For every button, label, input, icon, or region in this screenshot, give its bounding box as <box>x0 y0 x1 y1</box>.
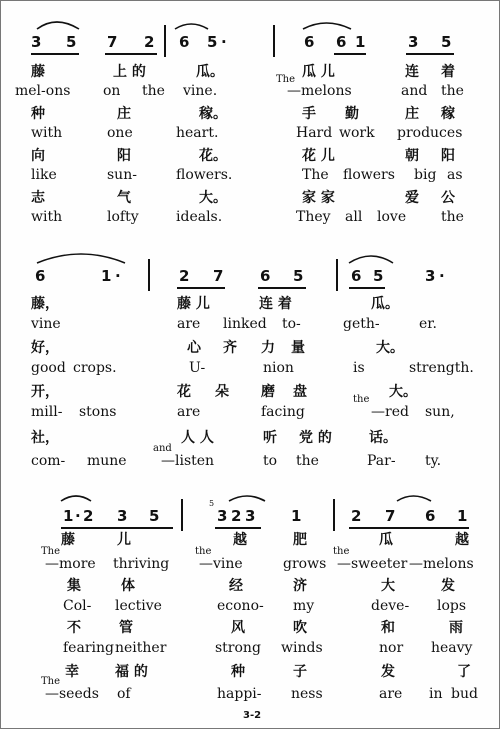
chinese-lyric: 发 <box>441 578 455 594</box>
chinese-lyric: 稼 <box>441 106 455 122</box>
english-lyric: Hard <box>296 125 333 141</box>
chinese-lyric: 力 <box>261 340 275 356</box>
note-dot: · <box>75 507 81 525</box>
english-lyric: lective <box>115 598 162 614</box>
note: 5 <box>207 33 218 51</box>
note: 1 <box>291 507 302 525</box>
english-lyric: mel-ons <box>15 83 71 99</box>
page-number: 3-2 <box>243 710 262 721</box>
beam <box>258 287 306 289</box>
chinese-lyric: 吹 <box>293 620 307 636</box>
english-lyric: —red <box>371 404 409 420</box>
english-lyric: on <box>103 83 121 99</box>
chinese-lyric: 开， <box>31 384 59 400</box>
english-lyric: flowers <box>343 167 395 183</box>
chinese-lyric: 集 <box>67 578 81 594</box>
english-lyric: stons <box>79 404 117 420</box>
chinese-lyric: 稼。 <box>199 106 227 122</box>
chinese-lyric: 爱 <box>405 190 419 206</box>
note: 2 <box>144 33 155 51</box>
chinese-lyric: 种 <box>231 664 245 680</box>
english-lyric: love <box>377 209 407 225</box>
note: 3 <box>408 33 419 51</box>
english-lyric: mill- <box>31 404 63 420</box>
chinese-lyric: 大。 <box>199 190 227 206</box>
beam <box>406 53 454 55</box>
chinese-lyric: 藤 <box>31 64 45 80</box>
english-lyric: econo- <box>217 598 264 614</box>
english-lyric: work <box>339 125 375 141</box>
beam <box>61 527 173 529</box>
grace-note: 5 <box>209 499 215 508</box>
chinese-lyric: 手 <box>302 106 316 122</box>
english-lyric: U- <box>189 360 206 376</box>
chinese-lyric: 幸 <box>65 664 79 680</box>
note: 6 <box>425 507 436 525</box>
english-lyric: to <box>263 453 278 469</box>
chinese-lyric: 磨 <box>261 384 275 400</box>
chinese-lyric: 花。 <box>199 148 227 164</box>
english-lyric: The <box>41 546 61 557</box>
english-lyric: heart. <box>176 125 219 141</box>
english-lyric: sun, <box>425 404 455 420</box>
note: 2 <box>179 267 190 285</box>
english-lyric: The <box>276 74 296 85</box>
chinese-lyric: 着 <box>441 64 455 80</box>
chinese-lyric: 齐 <box>223 340 237 356</box>
note: 2 <box>351 507 362 525</box>
chinese-lyric: 了 <box>457 664 471 680</box>
beam <box>215 527 261 529</box>
note: 1 <box>101 267 112 285</box>
english-lyric: winds <box>281 640 323 656</box>
chinese-lyric: 花 儿 <box>302 148 335 164</box>
english-lyric: —sweeter <box>337 556 408 572</box>
english-lyric: the <box>441 83 464 99</box>
note: 3 <box>217 507 228 525</box>
chinese-lyric: 经 <box>229 578 243 594</box>
chinese-lyric: 越 <box>233 532 247 548</box>
chinese-lyric: 雨 <box>449 620 463 636</box>
note: 3 <box>245 507 256 525</box>
english-lyric: facing <box>261 404 305 420</box>
note: 1 <box>63 507 74 525</box>
note: 2 <box>83 507 94 525</box>
chinese-lyric: 志 <box>31 190 45 206</box>
chinese-lyric: 庄 <box>117 106 131 122</box>
note: 6 <box>260 267 271 285</box>
english-lyric: as <box>447 167 463 183</box>
english-lyric: —melons <box>409 556 474 572</box>
beam <box>334 53 366 55</box>
chinese-lyric: 藤， <box>31 296 59 312</box>
english-lyric: the <box>353 394 370 405</box>
english-lyric: mune <box>87 453 127 469</box>
note: 5 <box>293 267 304 285</box>
note: 7 <box>213 267 224 285</box>
english-lyric: one <box>107 125 133 141</box>
bar-line <box>164 25 166 57</box>
chinese-lyric: 听 <box>263 430 277 446</box>
bar-line <box>336 259 338 291</box>
english-lyric: —melons <box>287 83 352 99</box>
english-lyric: linked <box>223 316 267 332</box>
english-lyric: strength. <box>409 360 474 376</box>
english-lyric: bud <box>451 686 478 702</box>
chinese-lyric: 大。 <box>389 384 417 400</box>
chinese-lyric: 庄 <box>405 106 419 122</box>
english-lyric: strong <box>215 640 261 656</box>
note: 3 <box>117 507 128 525</box>
note-dot: · <box>221 33 227 51</box>
chinese-lyric: 大 <box>381 578 395 594</box>
beam <box>177 287 225 289</box>
chinese-lyric: 社， <box>31 430 59 446</box>
english-lyric: good <box>31 360 66 376</box>
chinese-lyric: 儿 <box>117 532 131 548</box>
chinese-lyric: 连 <box>405 64 419 80</box>
note: 3 <box>31 33 42 51</box>
note: 6 <box>351 267 362 285</box>
english-lyric: in <box>429 686 443 702</box>
english-lyric: vine <box>31 316 61 332</box>
english-lyric: the <box>333 546 350 557</box>
chinese-lyric: 勤 <box>345 106 359 122</box>
chinese-lyric: 量 <box>291 340 305 356</box>
note: 7 <box>107 33 118 51</box>
english-lyric: with <box>31 125 63 141</box>
chinese-lyric: 朵 <box>215 384 229 400</box>
chinese-lyric: 体 <box>121 578 135 594</box>
english-lyric: with <box>31 209 63 225</box>
english-lyric: flowers. <box>176 167 233 183</box>
english-lyric: geth- <box>343 316 380 332</box>
english-lyric: lops <box>437 598 467 614</box>
english-lyric: ty. <box>425 453 442 469</box>
chinese-lyric: 上 的 <box>113 64 146 80</box>
english-lyric: big <box>414 167 437 183</box>
chinese-lyric: 朝 <box>405 148 419 164</box>
note: 1 <box>355 33 366 51</box>
english-lyric: heavy <box>431 640 473 656</box>
chinese-lyric: 盘 <box>293 384 307 400</box>
beam <box>349 287 385 289</box>
bar-line <box>273 25 275 57</box>
note: 5 <box>373 267 384 285</box>
english-lyric: vine. <box>183 83 218 99</box>
chinese-lyric: 种 <box>31 106 45 122</box>
chinese-lyric: 花 <box>177 384 191 400</box>
english-lyric: is <box>353 360 365 376</box>
note-dot: · <box>439 267 445 285</box>
english-lyric: grows <box>283 556 327 572</box>
chinese-lyric: 大。 <box>376 340 404 356</box>
english-lyric: the <box>195 546 212 557</box>
chinese-lyric: 阳 <box>117 148 131 164</box>
beam <box>349 527 469 529</box>
note: 3 <box>425 267 436 285</box>
english-lyric: sun- <box>107 167 137 183</box>
bar-line <box>181 499 183 531</box>
english-lyric: —vine <box>199 556 243 572</box>
english-lyric: to- <box>282 316 301 332</box>
english-lyric: Col- <box>63 598 92 614</box>
english-lyric: ideals. <box>176 209 223 225</box>
english-lyric: the <box>441 209 464 225</box>
english-lyric: com- <box>31 453 66 469</box>
bar-line <box>148 259 150 291</box>
english-lyric: —more <box>45 556 96 572</box>
english-lyric: nion <box>263 360 294 376</box>
english-lyric: all <box>345 209 363 225</box>
english-lyric: like <box>31 167 57 183</box>
english-lyric: crops. <box>73 360 117 376</box>
chinese-lyric: 向 <box>31 148 45 164</box>
chinese-lyric: 好， <box>31 340 59 356</box>
english-lyric: the <box>142 83 165 99</box>
chinese-lyric: 福 的 <box>115 664 148 680</box>
english-lyric: ness <box>291 686 323 702</box>
beam <box>31 53 79 55</box>
english-lyric: Par- <box>367 453 396 469</box>
chinese-lyric: 话。 <box>369 430 397 446</box>
english-lyric: produces <box>397 125 463 141</box>
english-lyric: thriving <box>113 556 170 572</box>
chinese-lyric: 和 <box>381 620 395 636</box>
english-lyric: er. <box>419 316 437 332</box>
note: 2 <box>231 507 242 525</box>
chinese-lyric: 风 <box>231 620 245 636</box>
chinese-lyric: 党 的 <box>299 430 332 446</box>
english-lyric: —seeds <box>45 686 99 702</box>
english-lyric: They <box>296 209 331 225</box>
chinese-lyric: 人 人 <box>181 430 214 446</box>
chinese-lyric: 藤 儿 <box>177 296 210 312</box>
bar-line <box>333 499 335 531</box>
chinese-lyric: 子 <box>293 664 307 680</box>
note: 5 <box>441 33 452 51</box>
chinese-lyric: 公 <box>441 190 455 206</box>
note: 6 <box>179 33 190 51</box>
chinese-lyric: 越 <box>455 532 469 548</box>
english-lyric: are <box>379 686 403 702</box>
chinese-lyric: 家 家 <box>302 190 335 206</box>
english-lyric: of <box>117 686 131 702</box>
beam <box>105 53 157 55</box>
chinese-lyric: 不 <box>67 620 81 636</box>
chinese-lyric: 管 <box>119 620 133 636</box>
chinese-lyric: 心 <box>187 340 201 356</box>
english-lyric: are <box>177 404 201 420</box>
english-lyric: the <box>296 453 319 469</box>
english-lyric: are <box>177 316 201 332</box>
note: 1 <box>457 507 468 525</box>
english-lyric: The <box>302 167 329 183</box>
english-lyric: lofty <box>107 209 139 225</box>
note: 6 <box>336 33 347 51</box>
chinese-lyric: 瓜。 <box>196 64 224 80</box>
chinese-lyric: 瓜。 <box>371 296 399 312</box>
english-lyric: and <box>153 443 172 454</box>
english-lyric: nor <box>379 640 404 656</box>
note: 5 <box>66 33 77 51</box>
english-lyric: fearing <box>63 640 114 656</box>
english-lyric: my <box>293 598 315 614</box>
note-dot: · <box>115 267 121 285</box>
chinese-lyric: 济 <box>293 578 307 594</box>
note: 6 <box>35 267 46 285</box>
note: 6 <box>304 33 315 51</box>
english-lyric: The <box>41 676 61 687</box>
chinese-lyric: 发 <box>381 664 395 680</box>
chinese-lyric: 瓜 <box>379 532 393 548</box>
note: 7 <box>385 507 396 525</box>
english-lyric: happi- <box>217 686 262 702</box>
note: 5 <box>149 507 160 525</box>
english-lyric: and <box>401 83 428 99</box>
chinese-lyric: 连 着 <box>259 296 292 312</box>
chinese-lyric: 瓜 儿 <box>302 64 335 80</box>
english-lyric: neither <box>115 640 167 656</box>
english-lyric: —listen <box>161 453 215 469</box>
chinese-lyric: 气 <box>117 190 131 206</box>
chinese-lyric: 肥 <box>293 532 307 548</box>
english-lyric: deve- <box>371 598 410 614</box>
chinese-lyric: 藤 <box>61 532 75 548</box>
chinese-lyric: 阳 <box>441 148 455 164</box>
